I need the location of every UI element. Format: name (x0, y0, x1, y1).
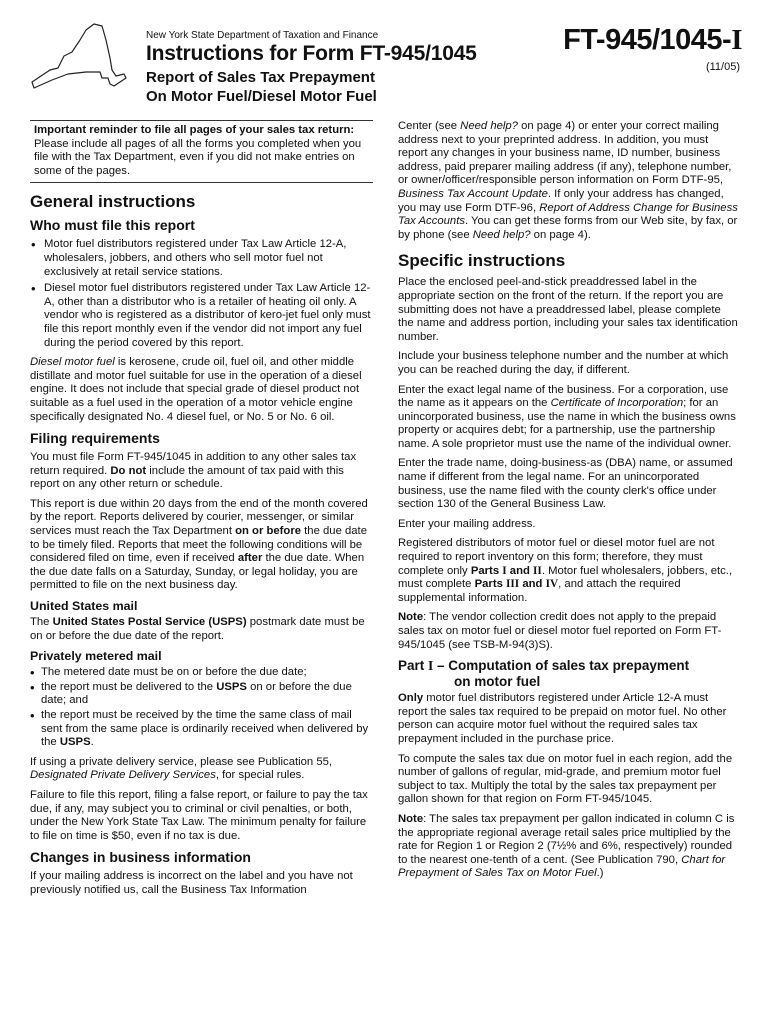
text: .) (596, 867, 604, 880)
text: , and attach the required supplemental information. (398, 578, 681, 604)
text: ; for an unincorporated business, use the name in which the business owns property or acquires debt; for a partnership, use the partnership name. A sole proprietor must use the name of the individual owner. (398, 397, 736, 450)
emphasis: USPS (216, 680, 247, 693)
private-delivery-paragraph (30, 756, 373, 783)
form-title: Report of Address Change for Business Tax Accounts (398, 201, 738, 228)
text: , for special rules. (215, 769, 305, 782)
specific-paragraph-6 (398, 537, 738, 605)
penalty-paragraph: Failure to file this report, filing a false report, or failure to pay the tax due, if any, may subject you to criminal or civil penalties, or both, under the New York State Tax Law. The minimum penalty for failure to file on time is $50, even if no tax is due. (30, 788, 368, 842)
part-1-paragraph-2: To compute the sales tax due on motor fuel in each region, add the number of gallons of regular, mid-grade, and premium motor fuel subject to tax. Multiply the total by the sales tax prepayment per gallon shown for that region on Form FT-945/1045. (398, 752, 733, 806)
privately-metered-mail-heading: Privately metered mail (30, 649, 162, 664)
metered-mail-list (30, 666, 373, 750)
text: You must file Form FT-945/1045 in addition to any other sales tax return required. (30, 451, 357, 477)
text: the due date. When the due date falls on a Saturday, Sunday, or legal holiday, you are permitted to file on the next business day. (30, 552, 365, 592)
part-1-heading (398, 658, 738, 690)
text: . Motor fuel wholesalers, jobbers, etc., must complete (398, 564, 733, 591)
reference: Need help? (460, 120, 518, 132)
form-title: Business Tax Account Update (398, 187, 548, 200)
diesel-definition (30, 356, 373, 424)
emphasis: Do not (110, 464, 147, 477)
part-number: IV (545, 578, 559, 591)
filing-paragraph-1 (30, 451, 373, 492)
emphasis: and (519, 578, 546, 591)
page-title: Instructions for Form FT-945/1045 (146, 42, 477, 65)
text: motor fuel distributors registered under Article 12-A must report the sales tax required to be prepaid on motor fuel. No other person can acquire motor fuel without the required sales tax prepayment included in the purchase price. (398, 692, 727, 745)
text: – Computation of sales tax prepayment (433, 658, 690, 674)
form-number (563, 24, 742, 57)
specific-instructions-heading: Specific instructions (398, 251, 566, 271)
diesel-term: Diesel motor fuel (30, 356, 115, 369)
new-york-state-map-icon (28, 18, 128, 98)
specific-paragraph-5: Enter your mailing address. (398, 517, 536, 530)
reference: Need help? (472, 228, 531, 241)
specific-paragraph-3 (398, 384, 738, 452)
text: : The sales tax prepayment per gallon indicated in column C is the appropriate regional average retail sales price multiplied by the rate for Region 1 or Region 2 (7 (398, 812, 735, 853)
text: Registered distributors of motor fuel or diesel motor fuel are not required to report inventory on this form; therefore, they must complete only (398, 537, 715, 577)
part-number: II (533, 564, 542, 577)
emphasis: USPS (59, 736, 91, 749)
text: on or before the due date; and (41, 680, 352, 707)
reminder-text: Please include all pages of all the forms you completed when you file with the Tax Department, even if you did not make entries on some of the pages. (34, 137, 362, 177)
text: : The vendor collection credit does not apply to the prepaid sales tax on motor fuel or diesel motor fuel reported on Form FT-945/1045 (see TSB-M-94(3)S). (398, 611, 722, 651)
specific-paragraph-4: Enter the trade name, doing-business-as (DBA) name, or assumed name if different from the legal name. For an unincorporated business, use the name filed with the county clerk's office under section 130 of the General Business Law. (398, 457, 733, 511)
filing-requirements-heading: Filing requirements (30, 430, 160, 447)
subtitle-line-2: On Motor Fuel/Diesel Motor Fuel (146, 88, 377, 105)
list-item (30, 709, 373, 750)
filing-paragraph-2 (30, 498, 373, 593)
text: the due date to be timely filed. Reports that meet the following conditions will be considered filed on time, even if received (30, 525, 367, 565)
text: on page 4). (530, 228, 591, 241)
us-mail-paragraph (30, 616, 373, 643)
publication-title: Designated Private Delivery Services (30, 769, 216, 782)
emphasis: and (506, 564, 534, 577)
emphasis: after (237, 552, 263, 565)
specific-paragraph-2: Include your business telephone number and the number at which you can be reached during the day, if different. (398, 350, 729, 376)
important-reminder-box (30, 120, 373, 183)
subtitle-line-1: Report of Sales Tax Prepayment (146, 69, 375, 86)
emphasis: United States Postal Service (USPS) (52, 616, 247, 629)
text: Enter the exact legal name of the business. For a corporation, use the name as it appears on the (398, 383, 729, 410)
text: Part (398, 658, 429, 674)
text: the report must be delivered to the (41, 680, 217, 693)
who-must-file-heading: Who must file this report (30, 217, 195, 234)
reminder-heading: Important reminder to file all pages of your sales tax return: (34, 124, 355, 136)
part-1-paragraph-1 (398, 692, 738, 746)
document-header (0, 0, 770, 118)
who-must-file-list (30, 238, 373, 350)
document-title: Certificate of Incorporation (550, 397, 684, 410)
changes-paragraph: If your mailing address is incorrect on the label and you have not previously notified us, call the Business Tax Information (30, 870, 353, 896)
changes-continued-paragraph (398, 120, 738, 242)
text: . (90, 736, 94, 749)
form-number-suffix: I (731, 24, 742, 56)
diesel-text: is kerosene, crude oil, fuel oil, and other middle distillate and motor fuel suitable for use in the operation of a diesel engine. It does not include that special grade of diesel product not suitable as a fuel used in the operation of a motor vehicle engine specifically designated No. 4 diesel fuel, or No. 5 or No. 6 oil. (30, 356, 362, 423)
text: This report is due within 20 days from the end of the month covered by the report. Reports delivered by courier, messenger, or similar services must reach the Tax Department (30, 497, 368, 538)
emphasis: Parts (470, 564, 503, 577)
text: Center (see (398, 120, 461, 132)
list-item (30, 681, 373, 708)
page-subtitle (146, 68, 466, 106)
part-number: I (428, 658, 434, 674)
emphasis: Parts (474, 578, 507, 591)
part-number: III (506, 578, 520, 591)
note-label: Note (398, 812, 424, 825)
list-item: • The metered date must be on or before the due date; (30, 666, 373, 680)
agency-name: New York State Department of Taxation and Finance (146, 30, 379, 41)
part-number: I (502, 564, 507, 577)
text: . You can get these forms from our Web site, by fax, or by phone (see (398, 215, 738, 241)
form-number-text: FT-945/1045- (563, 24, 732, 56)
changes-in-business-heading: Changes in business information (30, 849, 251, 866)
text: the report must be received by the time the same class of mail sent from the same place is ordinarily received when delivered by the (41, 709, 369, 749)
us-mail-heading: United States mail (30, 599, 138, 614)
text: include the amount of tax paid with this report on any other return or schedule. (30, 464, 344, 491)
note-label: Note (398, 611, 424, 624)
emphasis: Only (398, 692, 424, 705)
text: The (30, 616, 53, 629)
fraction: ½ (556, 840, 567, 853)
publication-title: Chart for Prepayment of Sales Tax on Motor Fuel (398, 853, 726, 880)
text: If using a private delivery service, please see Publication 55, (30, 755, 333, 768)
text: postmark date must be on or before the due date of the report. (30, 616, 365, 642)
right-column (398, 120, 738, 887)
text: on motor fuel (454, 674, 541, 690)
text: . If only your address has changed, you may use Form DTF-96, (398, 187, 724, 214)
left-column (30, 120, 373, 904)
text: % and 6%, respectively) rounded to the nearest one-tenth of a cent. (See Publication 790, (398, 840, 733, 866)
prepayment-note (398, 813, 738, 881)
general-instructions-heading: General instructions (30, 192, 196, 212)
vendor-credit-note (398, 611, 738, 652)
specific-paragraph-1: Place the enclosed peel-and-stick preaddressed label in the appropriate section on the front of the return. If the report you are submitting does not have a preaddressed label, please complete the name and address portion, including your sales tax identification number. (398, 276, 738, 343)
emphasis: on or before (235, 525, 302, 538)
list-item: • Diesel motor fuel distributors registered under Tax Law Article 12-A, other than a distributor who is a retailer of heating oil only. A vendor who is registered as a distributor of kero-jet fuel only must file this report monthly even if the vendor did not import any fuel during the period covered by this report. (30, 282, 373, 350)
revision-date: (11/05) (705, 61, 740, 73)
list-item: • Motor fuel distributors registered under Tax Law Article 12-A, wholesalers, jobbers, and others who sell motor fuel not exclusively at retail service stations. (30, 238, 373, 279)
text: on page 4) or enter your correct mailing address next to your preprinted address. In addition, you must report any changes in your business name, ID number, business address, paid preparer mailing address (if any), telephone number, or owner/officer/responsible person information on Form DTF-95, (398, 120, 732, 187)
